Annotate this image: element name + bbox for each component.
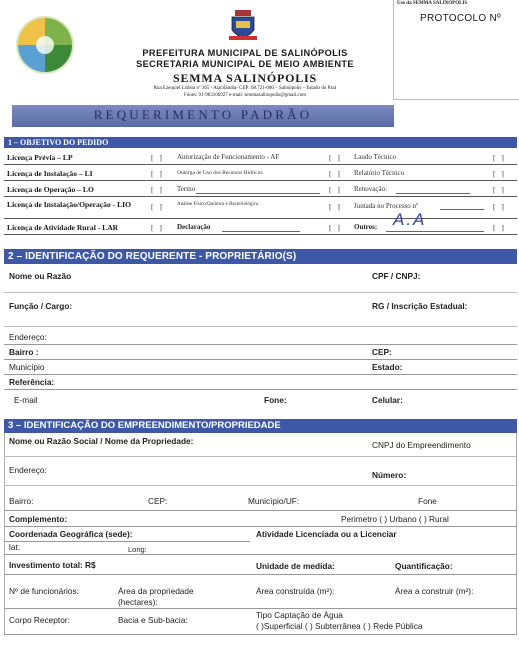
atividade-label: Atividade Licenciada ou a Licenciar xyxy=(256,529,397,539)
objective-option-label: Licença de Operação – LO xyxy=(7,185,94,194)
objective-option-label: Outorga de Uso dos Recursos Hídricos xyxy=(177,170,263,176)
perimetro-options[interactable]: Perimetro ( ) Urbano ( ) Rural xyxy=(341,514,449,524)
handwritten-entry: A.A xyxy=(393,210,427,229)
objective-option-label: Licença de Instalação – LI xyxy=(7,169,93,178)
protocolo-usage-label: Uso da SEMMA SALINÓPOLIS xyxy=(397,1,468,6)
institution-name: PREFEITURA MUNICIPAL DE SALINÓPOLIS xyxy=(142,48,348,58)
cpf-label: CPF / CNPJ: xyxy=(372,271,421,281)
endereco-label: Endereço: xyxy=(9,332,47,342)
cep-label: CEP: xyxy=(148,496,168,506)
captacao-options[interactable]: ( )Superficial ( ) Subterrânea ( ) Rede Pública xyxy=(256,621,423,631)
municipio-uf-label: Município/UF: xyxy=(248,496,300,506)
objective-option-label: Outros: xyxy=(354,223,378,231)
document-title: REQUERIMENTO PADRÃO xyxy=(93,107,313,122)
divider xyxy=(4,541,250,542)
divider xyxy=(4,344,517,345)
referencia-label: Referência: xyxy=(9,377,55,387)
divider xyxy=(4,292,517,293)
celular-label: Celular: xyxy=(372,395,403,405)
checkbox-outros[interactable]: [ ] xyxy=(493,223,506,232)
checkbox-declaracao[interactable]: [ ] xyxy=(329,223,342,232)
checkbox-lar[interactable]: [ ] xyxy=(151,223,164,232)
objective-option-label: Renovação: xyxy=(354,185,388,193)
coordenada-label: Coordenada Geográfica (sede): xyxy=(9,529,133,539)
captacao-label: Tipo Captação de Água xyxy=(256,610,343,620)
outros-line[interactable] xyxy=(386,231,484,232)
divider xyxy=(4,526,517,527)
objective-option-label: Termo xyxy=(177,185,196,193)
cep-label: CEP: xyxy=(372,347,392,357)
bacia-label: Bacia e Sub-bacia: xyxy=(118,615,188,625)
agency-contact: Fones: 91-983106927 e-mail: semmasalinopolis@gmail.com xyxy=(183,93,307,98)
bairro-label: Bairro: xyxy=(9,496,34,506)
objective-option-label: Relatório Técnico xyxy=(354,169,405,177)
unidade-label: Unidade de medida: xyxy=(256,561,335,571)
divider xyxy=(4,554,517,555)
fone-label: Fone xyxy=(418,496,437,506)
objective-option-label: Licença de Instalação/Operação - LIO xyxy=(7,200,132,209)
divider xyxy=(4,634,517,635)
investimento-label: Investimento total: R$ xyxy=(9,560,96,570)
checkbox-analise[interactable]: [ ] xyxy=(329,202,342,211)
declaracao-line[interactable] xyxy=(222,231,300,232)
section3-header: 3 – IDENTIFICAÇÃO DO EMPREENDIMENTO/PROPRIEDADE xyxy=(4,419,517,433)
checkbox-lo[interactable]: [ ] xyxy=(151,185,164,194)
juntada-line[interactable] xyxy=(440,209,484,210)
checkbox-renovacao[interactable]: [ ] xyxy=(493,185,506,194)
divider xyxy=(4,574,517,575)
frame-right xyxy=(516,433,517,635)
checkbox-outorga[interactable]: [ ] xyxy=(329,169,342,178)
objective-option-label: Autorização de Funcionamento - AF xyxy=(177,153,280,161)
funcao-label: Função / Cargo: xyxy=(9,301,73,311)
divider xyxy=(4,326,517,327)
hectares-label: (hectares): xyxy=(118,597,158,607)
complemento-label: Complemento: xyxy=(9,514,68,524)
header-text xyxy=(92,48,398,99)
divider xyxy=(4,456,517,457)
agency-address: Rua Ezequiel Lisboa nº 365 - Alacilândia- CEP: 68.721-000 – Salinópolis – Estado do Pará xyxy=(153,86,337,91)
objective-option-label: Licença Prévia – LP xyxy=(7,153,73,162)
frame-left xyxy=(4,433,5,635)
numero-label: Número: xyxy=(372,470,407,480)
municipio-label: Município xyxy=(9,362,45,372)
secretariat-name: SECRETARIA MUNICIPAL DE MEIO AMBIENTE xyxy=(136,59,354,69)
checkbox-relatorio[interactable]: [ ] xyxy=(493,169,506,178)
funcionarios-label: Nº de funcionários: xyxy=(9,586,79,596)
objective-row xyxy=(4,182,517,197)
area-construida-label: Área construída (m²): xyxy=(256,586,335,596)
divider xyxy=(4,374,517,375)
nome-razao-label: Nome ou Razão Social / Nome da Propriedade: xyxy=(9,436,194,446)
checkbox-termo[interactable]: [ ] xyxy=(329,185,342,194)
objective-option-label: Licença de Atividade Rural - LAR xyxy=(7,223,119,232)
corpo-receptor-label: Corpo Receptor: xyxy=(9,615,70,625)
city-crest-icon xyxy=(229,10,257,44)
divider xyxy=(4,485,517,486)
objective-row xyxy=(4,166,517,181)
area-construir-label: Área a construir (m²): xyxy=(395,586,474,596)
checkbox-af[interactable]: [ ] xyxy=(329,153,342,162)
divider xyxy=(4,608,517,609)
objective-option-label: Juntada no Processo nº xyxy=(354,202,419,210)
section2-header: 2 – IDENTIFICAÇÃO DO REQUERENTE - PROPRIETÁRIO(S) xyxy=(4,249,517,264)
nome-label: Nome ou Razão xyxy=(9,271,72,281)
endereco-label: Endereço: xyxy=(9,465,47,475)
semma-logo xyxy=(14,14,76,76)
section1-header: 1 – OBJETIVO DO PEDIDO xyxy=(4,137,517,148)
rg-label: RG / Inscrição Estadual: xyxy=(372,301,468,311)
renovacao-line[interactable] xyxy=(396,193,470,194)
objective-row xyxy=(4,198,517,219)
divider xyxy=(4,510,517,511)
checkbox-laudo[interactable]: [ ] xyxy=(493,153,506,162)
termo-line[interactable] xyxy=(196,193,320,194)
bairro-label: Bairro : xyxy=(9,347,39,357)
objective-option-label: Declaração xyxy=(177,223,211,231)
checkbox-juntada[interactable]: [ ] xyxy=(493,202,506,211)
checkbox-lio[interactable]: [ ] xyxy=(151,202,164,211)
divider xyxy=(4,389,517,390)
objective-row xyxy=(4,220,517,235)
divider xyxy=(4,359,517,360)
agency-name: SEMMA SALINÓPOLIS xyxy=(173,71,317,85)
protocolo-label: PROTOCOLO Nº xyxy=(420,13,501,24)
fone-label: Fone: xyxy=(264,395,287,405)
area-propriedade-label: Área da propriedade xyxy=(118,586,194,596)
objective-option-label: Análise Físico/Química e Bacteriológica xyxy=(177,202,259,207)
checkbox-lp[interactable]: [ ] xyxy=(151,153,164,162)
email-label: E-mail xyxy=(14,395,38,405)
cnpj-label: CNPJ do Empreendimento xyxy=(372,440,471,450)
quantificacao-label: Quantificação: xyxy=(395,561,453,571)
long-label: Long: xyxy=(128,545,147,554)
checkbox-li[interactable]: [ ] xyxy=(151,169,164,178)
objective-option-label: Laudo Técnico xyxy=(354,153,397,161)
objective-row xyxy=(4,150,517,165)
estado-label: Estado: xyxy=(372,362,403,372)
lat-label: lat: xyxy=(9,542,21,552)
